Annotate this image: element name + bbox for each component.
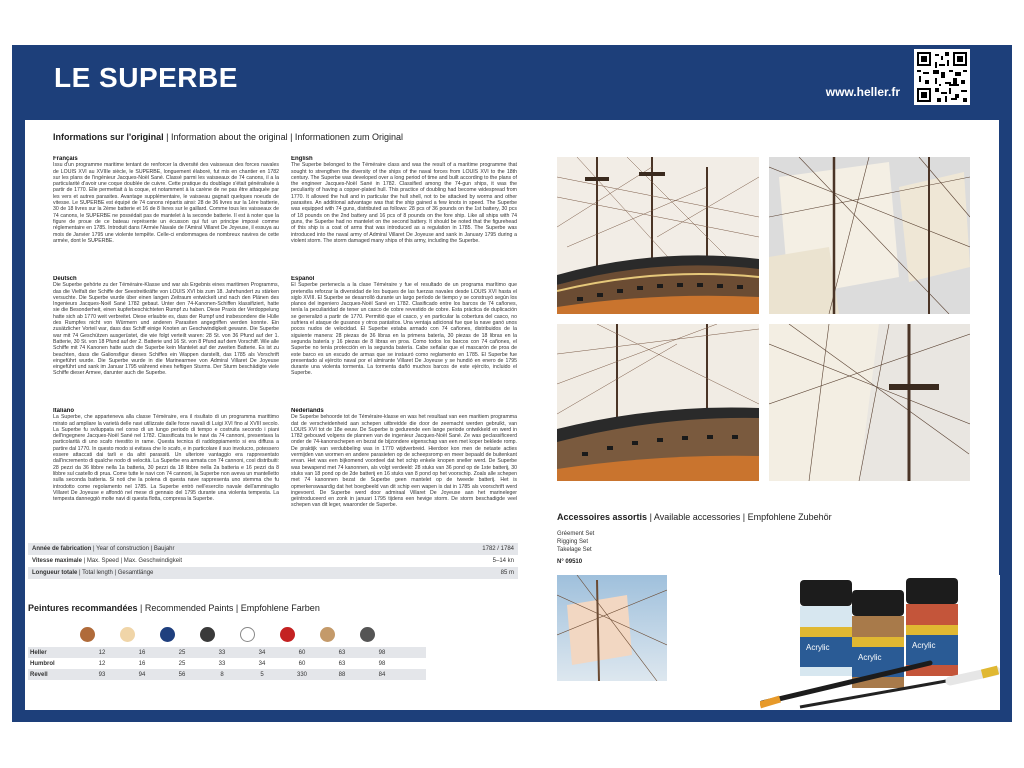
jar-label: Acrylic <box>806 643 830 652</box>
jar-label: Acrylic <box>858 653 882 662</box>
text-nederlands: Nederlands De Superbe behoorde tot de Téméraire-klasse en was het resultaat van een maritiem programma dat de verscheidenheid aan schepen uitbreidde die door de zeemacht werden gebruikt, van LOUIS XVI tot de 18e eeuw. De Superbe is gedurende een lange periode ontwikkeld en werd in 1782 gebouwd volgens de plannen van de ingenieur Jacques-Noël Sané. Ze was geclassificeerd onder de 74-kanonschepen en bezat de bijzondere eigenschap van een met koper beklede romp. De praktijk van verdubbeling was in 1770 wijdverbreid. Hierdoor kon men de netaste acties vermijden van wormen en andere parasieten op de scheepsromp en meer bepaald de buitenkant ervan. Het was een bijkomend voordeel dat het schip enkele knopen sneller werd. De Superbe was bewapend met 74 kanonnen, als volgt verdeeld: 28 stuks van 36 pond op de 1ste batterij, 30 stuks van 18 pond op de 2de batterij en 16 stuks van 8 pond op het voorschip. Zoals alle schepen met 74 kanonnen bezat de Superbe geen mantelet op de tweede batterij. Het is opmerkenswaardig dat het boegbeeld van dit schip een wapen is dat in 1785 als voorschrift werd ingevoerd. De Superbe werd door admiraal Villaret De Joyeuse aan het marineleger geïntroduceerd en zonk in januari 1795 tijdens een hevige storm. De storm beschadigde veel schepen van dit leger, waaronder de Superbe. <box>291 408 517 509</box>
ship-photo-sails <box>769 157 970 314</box>
info-heading: Informations sur l'original | Information about the original | Informationen zum Original <box>53 132 403 142</box>
paint-row: Humbrol 12 16 25 33 34 60 63 98 <box>30 660 386 667</box>
spec-value: 85 m <box>500 570 514 576</box>
text-espanol: Español El Superbe pertenecía a la clase Téméraire y fue el resultado de un programa marítimo que pretendía reforzar la diversidad de los buques de las fuerzas navales desde LOUIS XVI hasta el siglo XVIII. El Superbe se desarrolló durante un largo período de tiempo y se construyó según los planos del ingeniero Jacques-Noël Sané en 1782. Clasificado entre los barcos de 74 cañones, tenía la peculiaridad de tener un casco de cobre revestido de cobre. Esta práctica de duplicación se generalizó a partir de 1770. Permitió que el casco, y en particular la cobertura del casco, no sufriera el ataque de gusanos y otros parásitos. Una ventaja adicional fue que la nave ganó unos pocos nudos de velocidad. El Superbe estaba armado con 74 cañones, distribuidos de la siguiente manera: 28 piezas de 36 libras en la primera batería, 30 piezas de 18 libras en la segunda batería y 16 piezas de 8 libras en proa. Como todos los barcos con 74 cañones, el Superbe no tenía protección en la segunda batería. Cabe señalar que el mascarón de proa de este barco es un escudo de armas que se instauró como reglamento en 1785. El Superbe fue presentado al ejército naval por el almirante Villaret De Joyeuse y se hundió en enero de 1795 durante una violenta tormenta. La tormenta dañó muchos barcos de este ejército, incluido el Superbe. <box>291 276 517 377</box>
spec-value: 1782 / 1784 <box>482 546 514 552</box>
page-title: LE SUPERBE <box>54 62 238 93</box>
text-english: English The Superbe belonged to the Téméraire class and was the result of a maritime programme that sought to strengthen the diversity of the ships of the naval forces from LOUIS XVI to the 18th century. The Superbe was developed over a long period of time and built according to the plans of the engineer Jacques-Noël Sané in 1782. Classified among the 74-gun ships, it was the peculiarity of having a copper-plated hull. This practice of doubling had become widespread from 1770. It allowed the hull and in particular the hull shell, not to be attacked by worms and other parasites. An additional advantage was that the ship gained a few knots in speed. The Superbe was equipped with 74 guns, distributed as follows: 28 pcs of 36 pounds on the 1st battery, 30 pcs of 18 pounds on the 2nd battery and 16 pcs of 8 pounds on the fore ship. Like all ships with 74 guns, the Superbe had no mantelet on the second battery. It should be noted that the figurehead of this ship is a coat of arms that was introduced as a regulation in 1785. The Superbe was introduced into the naval army of Admiral Villaret De Joyeuse and sank in January 1795 during a violent storm. The storm damaged many ships of this army, including the Superbe. <box>291 156 517 244</box>
paint-row: Heller 12 16 25 33 34 60 63 98 <box>28 647 426 658</box>
paint-swatch <box>360 627 375 642</box>
accessory-item: Gréement Set <box>557 531 595 537</box>
spec-table <box>28 543 518 579</box>
paint-swatch <box>320 627 335 642</box>
spec-value: 5–14 kn <box>492 558 514 564</box>
paint-swatch <box>80 627 95 642</box>
ship-photo-bow <box>557 324 759 481</box>
paints-heading: Peintures recommandées | Recommended Paints | Empfohlene Farben <box>28 603 320 613</box>
paint-swatch <box>160 627 175 642</box>
rigging-set-photo <box>557 575 667 681</box>
accessory-item: Rigging Set <box>557 539 589 545</box>
text-francais: Français Issu d'un programme maritime tentant de renforcer la diversité des vaisseaux des forces navales de LOUIS XVI au XVIIIe siècle, le SUPERBE, longuement élaboré, fut mis en chantier en 1782 sur les plans de l'ingénieur Jacques-Noël Sané. Classé parmi les vaisseaux de 74 canons, il a la particularité d'avoir une coque doublée de cuivre. Cette pratique du doublage s'était généralisée à partir de 1770. Elle permettait à la coque, et notamment à la carène de ne pas être attaquée par les vers et autres parasites. Avantage supplémentaire, le vaisseau gagnait quelques noeuds de vitesse. Le SUPERBE est équipé de 74 canons répartis ainsi: 28 de 36 livres sur la 1ère batterie, 30 de 18 livres sur la 2ème batterie et 16 de 8 livres sur le gaillard. Comme tous les vaisseaux de 74 canons, le SUPERBE ne possédait pas de mantelet à la seconde batterie. Il est à noter que la figure de proue de ce bateau représente un écusson qui fut un principe imposé comme réglementaire en 1785. Introduit dans l'Armée Navale de l'Amiral Villaret De Joyeuse, il essuya au mois de Janvier 1795 une violente tempête. Celle-ci endommagea de nombreux navires de cette armée, dont le SUPERBE. <box>53 156 279 244</box>
spec-row: Longueur totale | Total length | Gesamtlänge 85 m <box>28 567 518 579</box>
paint-swatches <box>80 627 400 642</box>
paint-swatch <box>120 627 135 642</box>
accessories-list <box>557 530 594 554</box>
paint-swatch <box>280 627 295 642</box>
paint-table <box>28 647 426 680</box>
jar-label: Acrylic <box>912 641 936 650</box>
accessories-heading: Accessoires assortis | Available accessories | Empfohlene Zubehör <box>557 512 832 522</box>
text-deutsch: Deutsch Die Superbe gehörte zu der Téméraire-Klasse und war als Ergebnis eines maritimen Programms, das die Vielfalt der Schiffe der Seestreitkräfte von LOUIS XVI bis zum 18. Jahrhundert zu stärken versuchte. Die Superbe wurde über einen langen Zeitraum entwickelt und nach den Plänen des Ingenieurs Jacques-Noël Sané 1782 gebaut. Unter den 74-Kanonen-Schiffen klassifiziert, hatte sie die Besonderheit, einen kupferbeschichteten Rumpf zu haben. Diese Praxis der Verdoppelung hatte sich ab 1770 weit verbreitet. Diese erlaubte es, dass der Rumpf und insbesondere die Hülle des Rumpfes nicht von Würmern und anderen Parasiten angegriffen werden konnte. Ein zusätzlicher Vorteil war, dass das Schiff einige Knoten an Geschwindigkeit gewann. Die Superbe war mit 74 Geschützen ausgerüstet, die wie folgt verteilt waren: 28 St. von 36 Pfund auf der 1. Batterie, 30 St. von 18 Pfund auf der 2. Batterie und 16 St. von 8 Pfund auf dem Vorschiff. Wie alle Schiffe mit 74 Kanonen hatte auch die Superbe kein Mantelet auf der zweiten Batterie. Es ist zu beachten, dass die Galionsfigur dieses Schiffes ein Wappen darstellt, das 1785 als Vorschrift eingeführt wurde. Die Superbe wurde in die Marinearmee von Admiral Villaret De Joyeuse eingeführt und sank im Januar 1795 während eines heftigen Sturms. Der Sturm beschädigte viele Schiffe dieser Armee, darunter auch die Superbe. <box>53 276 279 377</box>
ship-photo-hull <box>557 157 759 314</box>
accessory-ref: N° 09510 <box>557 559 583 565</box>
qr-code-icon[interactable] <box>914 49 970 105</box>
text-italiano: Italiano La Superbe, che apparteneva alla classe Téméraire, era il risultato di un programma marittimo mirato ad ampliare la varietà delle navi utilizzate dalle forze navali di Luigi XVI fino al XVIII secolo. La Superbe fu sviluppata nel corso di un lungo periodo di tempo e costruita secondo i piani dell'ingegnere Jacques-Noël Sané nel 1782. Classificata tra le navi da 74 cannoni, presentava la particolarità di uno scafo rivestito in rame. Questa tecnica di raddoppiamento si era diffusa a partire dal 1770. In questo modo si evitava che lo scafo, e in particolare il suo involucro, potessero essere attaccati dai tarli e da altri parassiti. Un ulteriore vantaggio era rappresentato dall'incremento di qualche nodo di velocità. La Superbe era armata con 74 cannoni, così distribuiti: 28 pezzi da 36 libbre nella 1a batteria, 30 pezzi da 18 libbre nella 2a batteria e 16 pezzi da 8 libbre sul castello di prua. Come tutte le navi con 74 cannoni, la Superbe non aveva un mantelletto sulla seconda batteria. Si noti che la polena di questa nave rappresenta uno stemma che fu introdotto come regolamento nel 1785. La Superbe entrò nell'esercito navale dell'ammiraglio Villaret De Joyeuse e affondò nel mese di gennaio del 1795 durante una violenta tempesta. La tempesta danneggiò molte navi di questa flotta, compresa la Superbe. <box>53 408 279 503</box>
ship-photo-rigging <box>769 324 970 481</box>
website-link[interactable]: www.heller.fr <box>825 85 900 99</box>
paint-swatch <box>200 627 215 642</box>
paint-row: Revell 93 94 56 8 5 330 88 84 <box>28 669 426 680</box>
accessory-item: Takelage Set <box>557 547 592 553</box>
spec-row: Année de fabrication | Year of construction | Baujahr 1782 / 1784 <box>28 543 518 555</box>
paint-swatch <box>240 627 255 642</box>
spec-row: Vitesse maximale | Max. Speed | Max. Geschwindigkeit 5–14 kn <box>32 558 514 564</box>
paints-and-brushes-photo <box>760 575 1000 710</box>
